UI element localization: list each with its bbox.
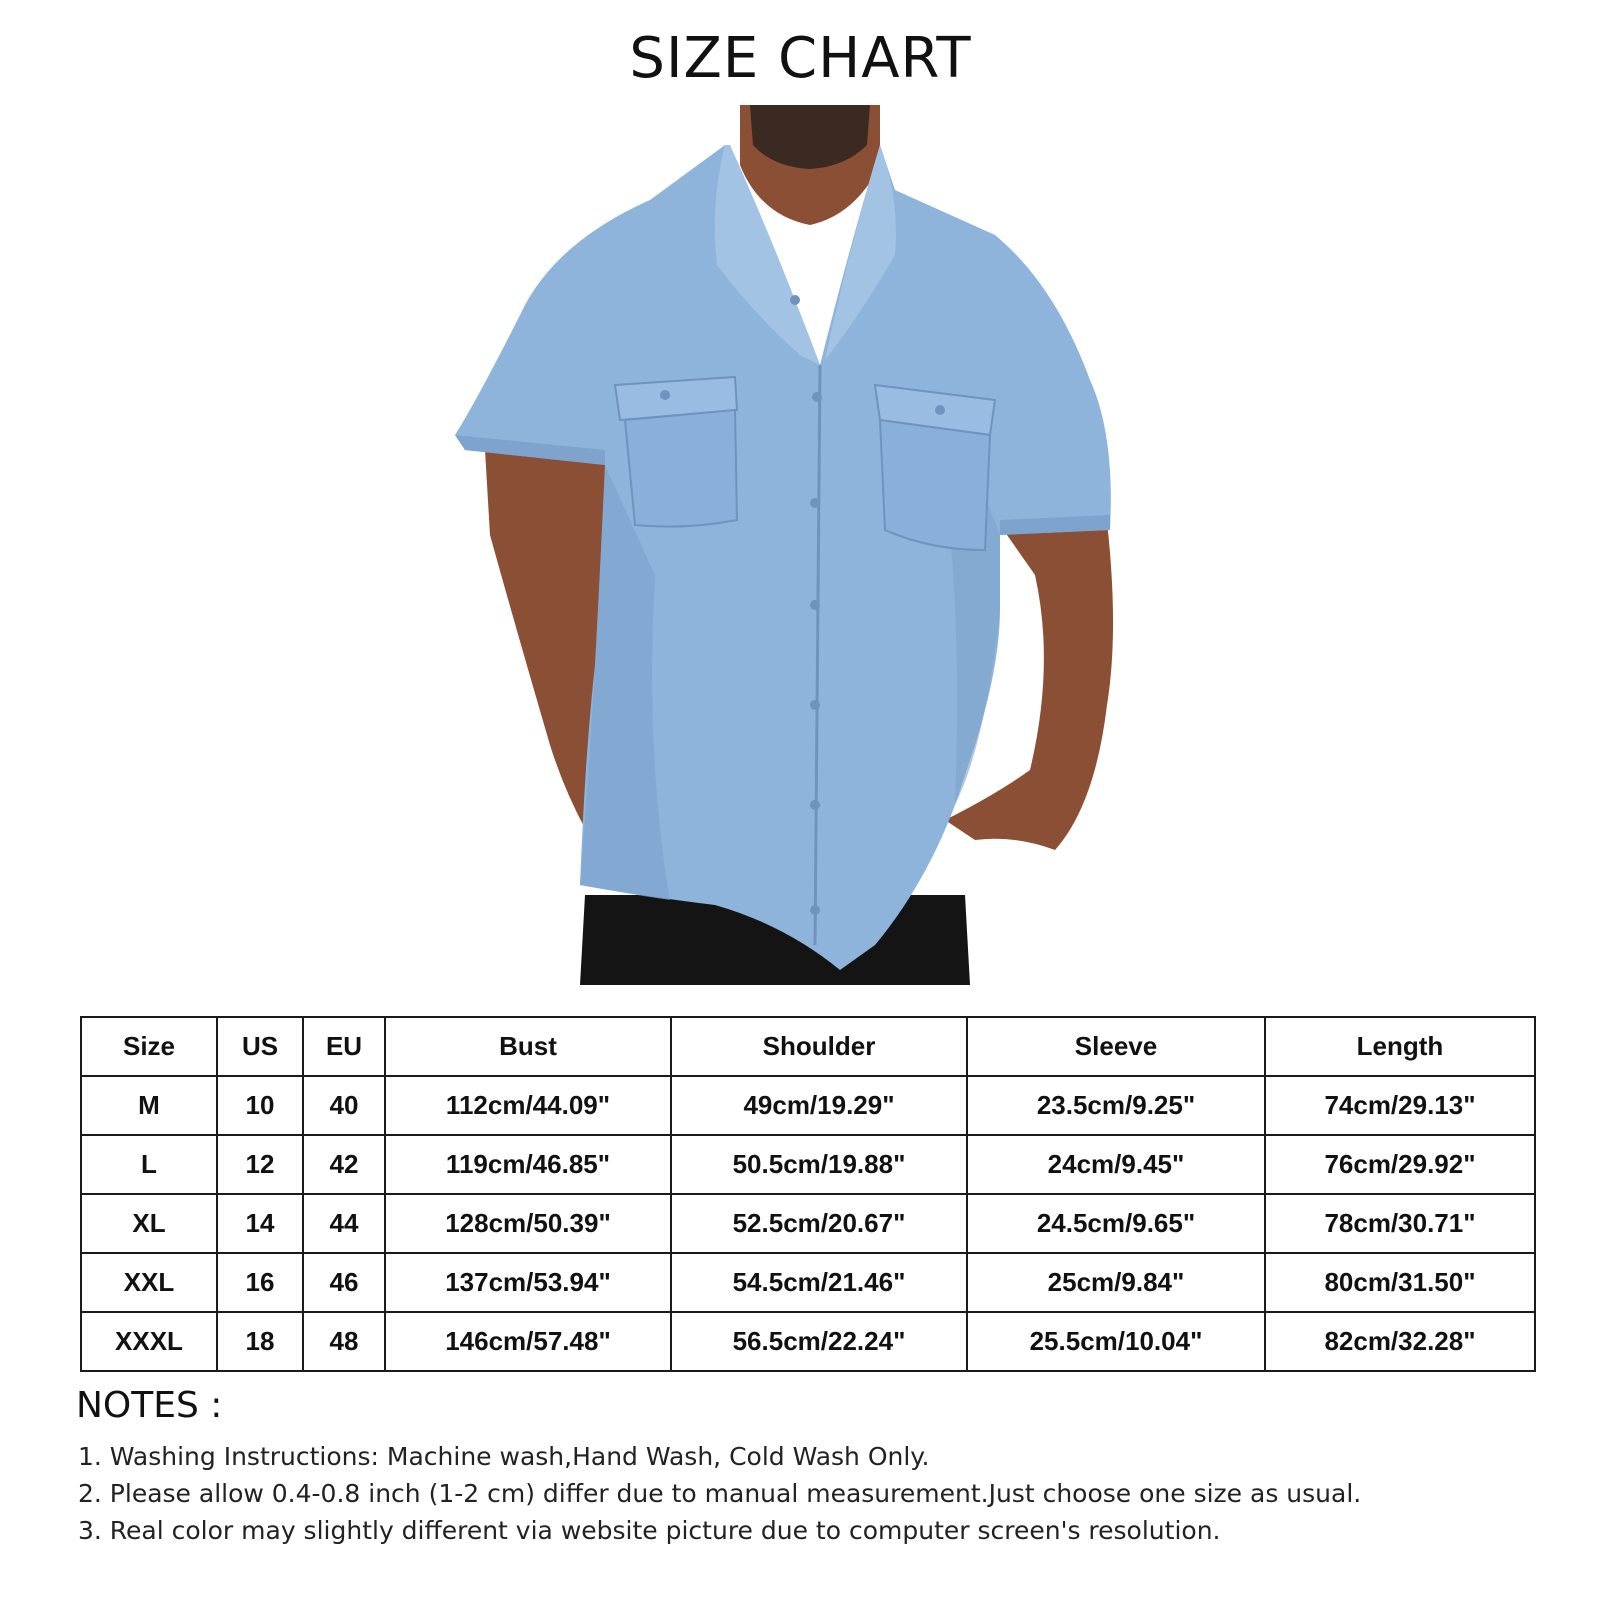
table-cell: 46	[303, 1253, 385, 1312]
table-cell: 25cm/9.84"	[967, 1253, 1265, 1312]
note-item: 2. Please allow 0.4-0.8 inch (1-2 cm) differ due to manual measurement.Just choose one size as usual.	[78, 1479, 1362, 1508]
table-cell: 78cm/30.71"	[1265, 1194, 1535, 1253]
table-cell: XXL	[81, 1253, 217, 1312]
table-header-row	[81, 1017, 1535, 1076]
note-item: 3. Real color may slightly different via website picture due to computer screen's resolution.	[78, 1516, 1221, 1545]
table-cell: 56.5cm/22.24"	[671, 1312, 967, 1371]
table-cell: 74cm/29.13"	[1265, 1076, 1535, 1135]
table-row	[81, 1312, 1535, 1371]
table-cell: 14	[217, 1194, 303, 1253]
table-cell: 48	[303, 1312, 385, 1371]
header-us: US	[217, 1017, 303, 1076]
table-cell: 50.5cm/19.88"	[671, 1135, 967, 1194]
notes-title: NOTES :	[76, 1385, 223, 1426]
header-size: Size	[81, 1017, 217, 1076]
table-row	[81, 1076, 1535, 1135]
header-shoulder: Shoulder	[671, 1017, 967, 1076]
table-cell: 40	[303, 1076, 385, 1135]
table-cell: 12	[217, 1135, 303, 1194]
table-row	[81, 1194, 1535, 1253]
header-length: Length	[1265, 1017, 1535, 1076]
table-cell: 54.5cm/21.46"	[671, 1253, 967, 1312]
table-cell: 24cm/9.45"	[967, 1135, 1265, 1194]
table-cell: M	[81, 1076, 217, 1135]
header-eu: EU	[303, 1017, 385, 1076]
table-cell: 112cm/44.09"	[385, 1076, 671, 1135]
table-cell: 23.5cm/9.25"	[967, 1076, 1265, 1135]
header-sleeve: Sleeve	[967, 1017, 1265, 1076]
page-title: SIZE CHART	[629, 26, 972, 91]
table-cell: 44	[303, 1194, 385, 1253]
table-cell: L	[81, 1135, 217, 1194]
table-cell: 18	[217, 1312, 303, 1371]
table-cell: 49cm/19.29"	[671, 1076, 967, 1135]
size-chart-table	[80, 1016, 1536, 1372]
header-bust: Bust	[385, 1017, 671, 1076]
table-cell: 16	[217, 1253, 303, 1312]
left-pocket	[615, 377, 737, 527]
table-row	[81, 1253, 1535, 1312]
table-cell: 146cm/57.48"	[385, 1312, 671, 1371]
table-cell: 25.5cm/10.04"	[967, 1312, 1265, 1371]
table-cell: 10	[217, 1076, 303, 1135]
table-row	[81, 1135, 1535, 1194]
table-cell: 137cm/53.94"	[385, 1253, 671, 1312]
table-cell: 128cm/50.39"	[385, 1194, 671, 1253]
table-cell: 42	[303, 1135, 385, 1194]
table-cell: 76cm/29.92"	[1265, 1135, 1535, 1194]
product-photo	[455, 105, 1135, 985]
right-pocket	[875, 385, 995, 550]
table-cell: 119cm/46.85"	[385, 1135, 671, 1194]
table-cell: 82cm/32.28"	[1265, 1312, 1535, 1371]
table-cell: XXXL	[81, 1312, 217, 1371]
note-item: 1. Washing Instructions: Machine wash,Hand Wash, Cold Wash Only.	[78, 1442, 930, 1471]
table-cell: 52.5cm/20.67"	[671, 1194, 967, 1253]
notes-list	[78, 1438, 1361, 1549]
table-cell: 80cm/31.50"	[1265, 1253, 1535, 1312]
table-cell: XL	[81, 1194, 217, 1253]
table-cell: 24.5cm/9.65"	[967, 1194, 1265, 1253]
